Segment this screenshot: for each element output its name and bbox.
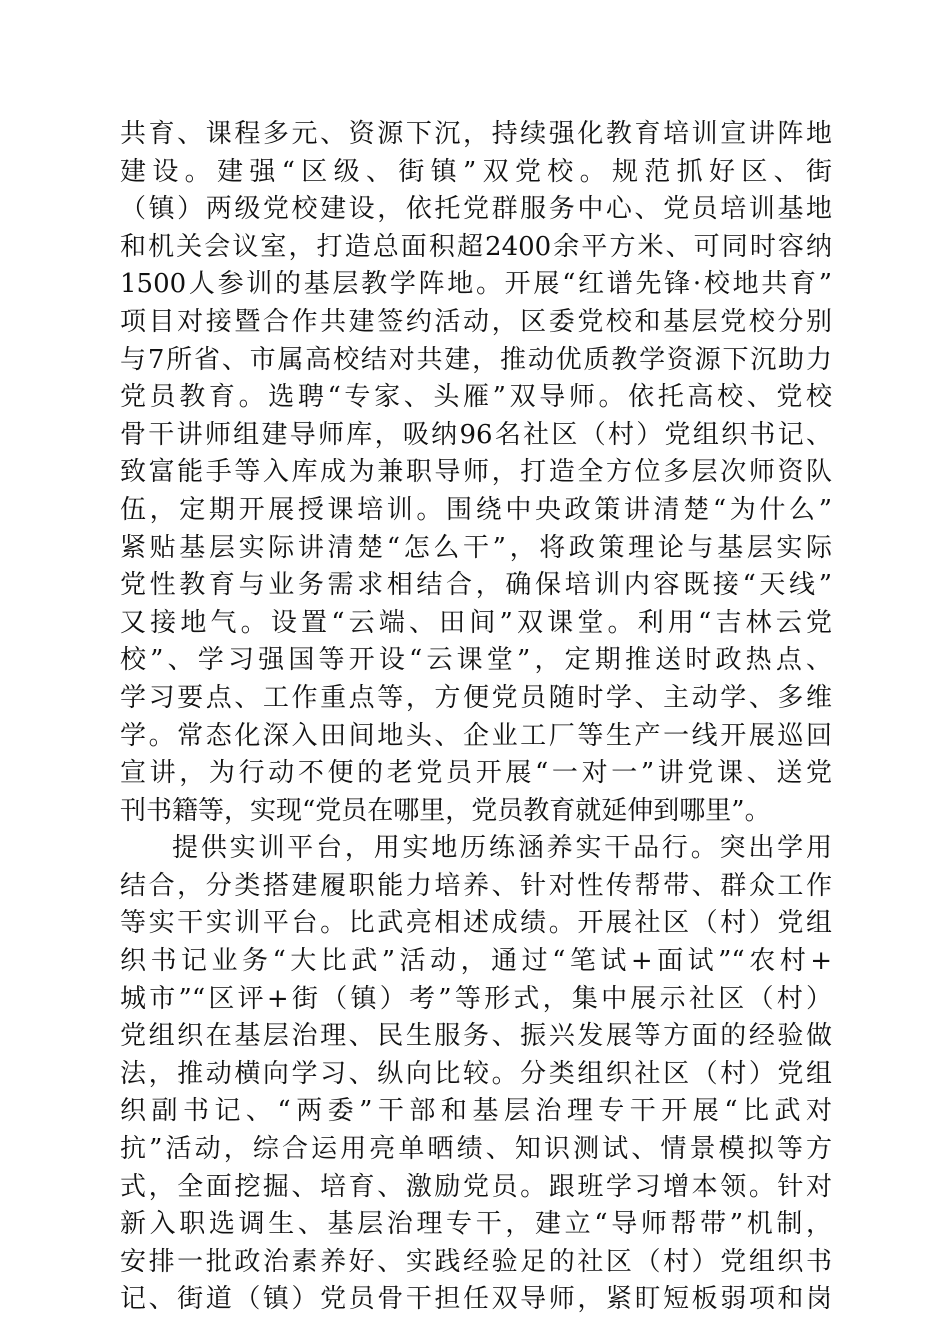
- text-line: 校”、学习强国等开设“云课堂”，定期推送时政热点、: [120, 645, 832, 676]
- text-line: 紧贴基层实际讲清楚“怎么干”，将政策理论与基层实际: [120, 532, 832, 563]
- text-line: 式，全面挖掘、培育、激励党员。跟班学习增本领。针对: [120, 1171, 832, 1202]
- text-line: 安排一批政治素养好、实践经验足的社区（村）党组织书: [120, 1246, 832, 1277]
- text-line: 城市”“区评+街（镇）考”等形式，集中展示社区（村）: [120, 983, 832, 1014]
- text-line: 织书记业务“大比武”活动，通过“笔试+面试”“农村+: [120, 946, 832, 977]
- text-line: 1500人参训的基层教学阵地。开展“红谱先锋·校地共育”: [120, 269, 832, 300]
- text-line: 新入职选调生、基层治理专干，建立“导师帮带”机制，: [120, 1209, 832, 1240]
- text-line: 伍，定期开展授课培训。围绕中央政策讲清楚“为什么”: [120, 494, 832, 525]
- text-line: 党性教育与业务需求相结合，确保培训内容既接“天线”: [120, 570, 832, 601]
- text-line: 结合，分类搭建履职能力培养、针对性传帮带、群众工作: [120, 870, 832, 901]
- text-line: 共育、课程多元、资源下沉，持续强化教育培训宣讲阵地: [120, 119, 832, 149]
- text-line: 等实干实训平台。比武亮相述成绩。开展社区（村）党组: [120, 908, 832, 939]
- text-line: 党组织在基层治理、民生服务、振兴发展等方面的经验做: [120, 1021, 832, 1052]
- text-line: 骨干讲师组建导师库，吸纳96名社区（村）党组织书记、: [120, 419, 832, 450]
- text-line: 与7所省、市属高校结对共建，推动优质教学资源下沉助力: [120, 344, 832, 375]
- text-line: （镇）两级党校建设，依托党群服务中心、党员培训基地: [120, 194, 832, 225]
- text-line: 记、街道（镇）党员骨干担任双导师，紧盯短板弱项和岗: [120, 1284, 832, 1315]
- text-line: 又接地气。设置“云端、田间”双课堂。利用“吉林云党: [120, 607, 832, 638]
- text-line: 党员教育。选聘“专家、头雁”双导师。依托高校、党校: [120, 382, 832, 413]
- text-line: 项目对接暨合作共建签约活动，区委党校和基层党校分别: [120, 306, 832, 337]
- text-line: 学。常态化深入田间地头、企业工厂等生产一线开展巡回: [120, 720, 832, 751]
- text-line: 和机关会议室，打造总面积超2400余平方米、可同时容纳: [120, 231, 832, 262]
- text-line: 法，推动横向学习、纵向比较。分类组织社区（村）党组: [120, 1058, 832, 1089]
- text-line: 学习要点、工作重点等，方便党员随时学、主动学、多维: [120, 682, 832, 713]
- paragraph-first-line: 提供实训平台，用实地历练涵养实干品行。突出学用: [172, 833, 832, 864]
- text-line: 织副书记、“两委”干部和基层治理专干开展“比武对: [120, 1096, 832, 1127]
- text-line: 建设。建强“区级、街镇”双党校。规范抓好区、街: [120, 156, 832, 187]
- body-text: [120, 116, 832, 1319]
- text-line: 抗”活动，综合运用亮单晒绩、知识测试、情景模拟等方: [120, 1134, 832, 1165]
- text-line: 致富能手等入库成为兼职导师，打造全方位多层次师资队: [120, 457, 832, 488]
- text-line: 刊书籍等，实现“党员在哪里，党员教育就延伸到哪里”。: [120, 795, 771, 826]
- text-line: 宣讲，为行动不便的老党员开展“一对一”讲党课、送党: [120, 758, 832, 789]
